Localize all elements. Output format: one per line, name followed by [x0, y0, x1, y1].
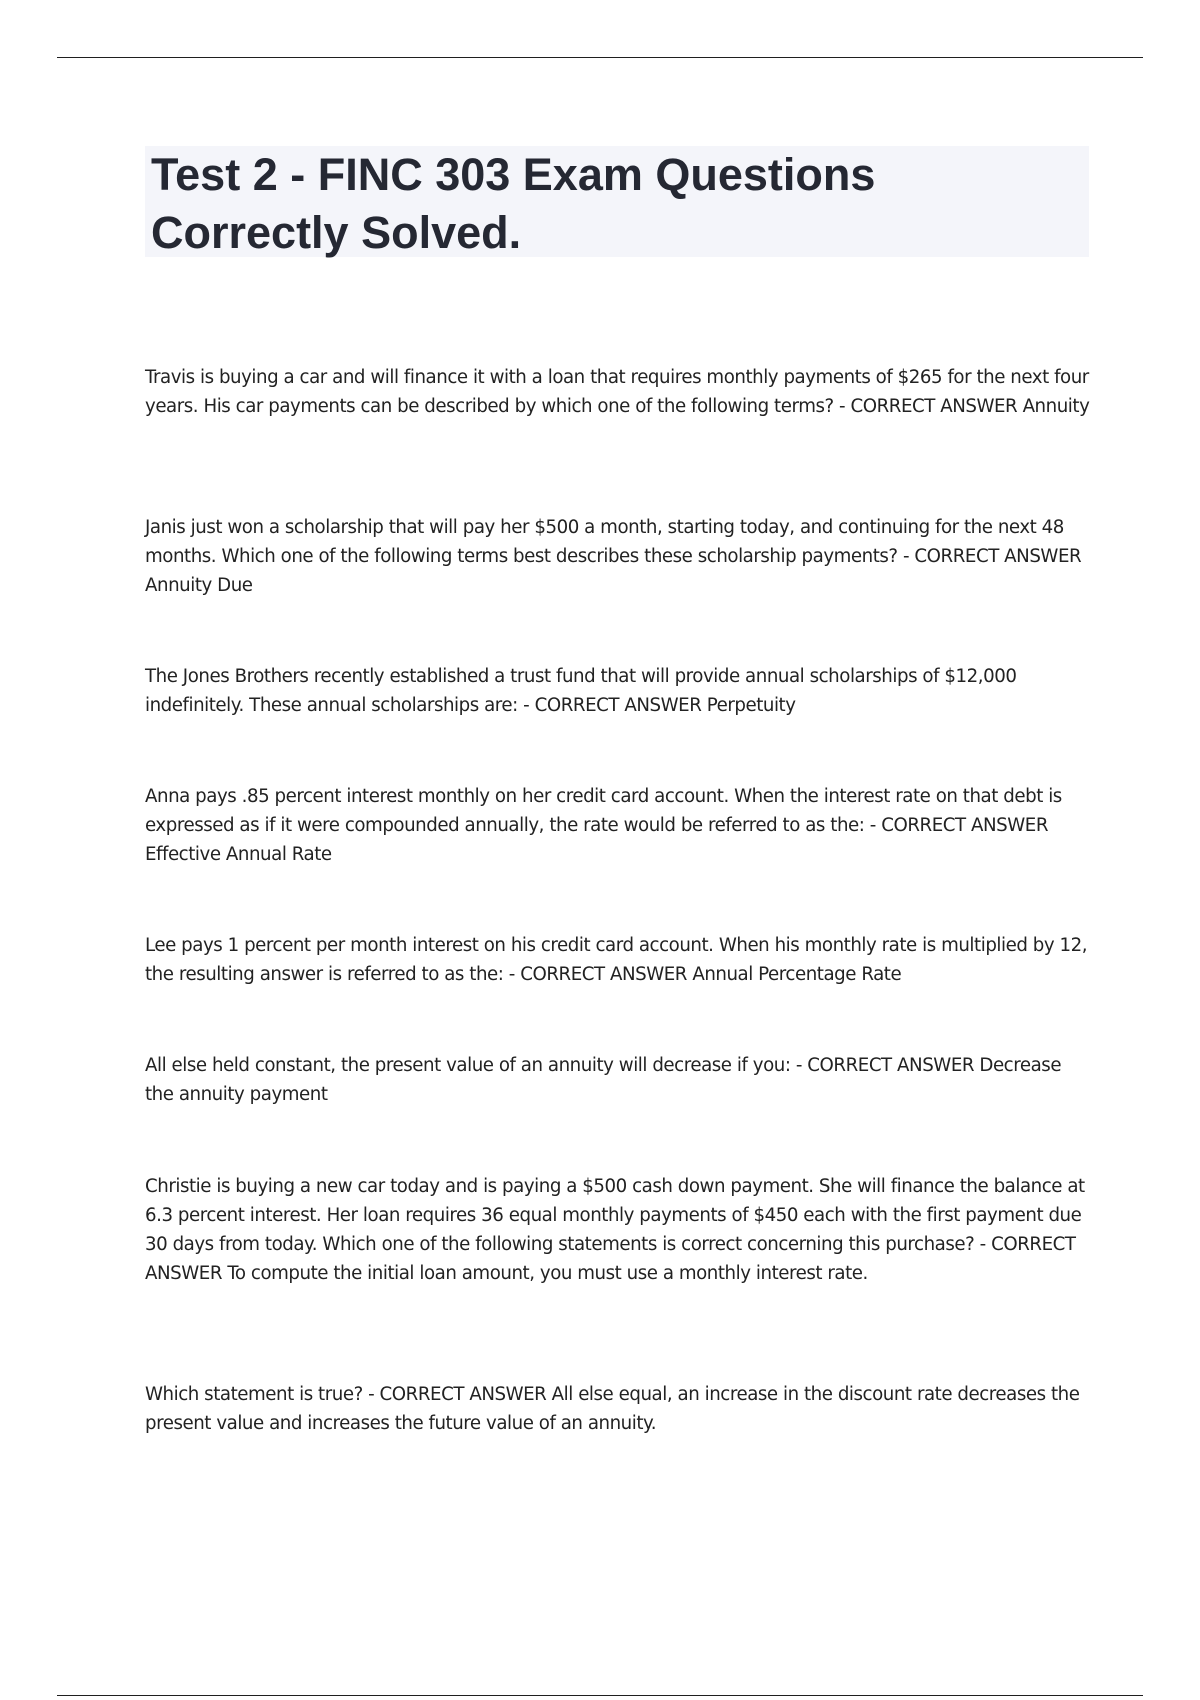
top-rule [57, 57, 1143, 58]
question-item: Travis is buying a car and will finance it with a loan that requires monthly payments of $265 for the next four years. His car payments can be described by which one of the following terms? - CORRECT ANSWER Annuity [145, 367, 1090, 418]
question-item: The Jones Brothers recently established a trust fund that will provide annual scholarships of $12,000 indefinitely. These annual scholarships are: - CORRECT ANSWER Perpetuity [145, 666, 1017, 717]
bottom-rule [57, 1695, 1143, 1696]
question-item: Janis just won a scholarship that will pay her $500 a month, starting today, and continuing for the next 48 months. Which one of the following terms best describes these scholarship payments? - CORRECT ANSWER Annuity Due [145, 517, 1082, 597]
question-item: Christie is buying a new car today and is paying a $500 cash down payment. She will finance the balance at 6.3 percent interest. Her loan requires 36 equal monthly payments of $450 each with the first payment due 30 days from today. Which one of the following statements is correct concerning this purchase? - CORRECT ANSWER To compute the initial loan amount, you must use a monthly interest rate. [145, 1176, 1085, 1285]
question-item: Lee pays 1 percent per month interest on his credit card account. When his monthly rate is multiplied by 12, the resulting answer is referred to as the: - CORRECT ANSWER Annual Percentage Rate [145, 935, 1088, 986]
question-item: Anna pays .85 percent interest monthly on her credit card account. When the interest rate on that debt is expressed as if it were compounded annually, the rate would be referred to as the: - CORRECT ANSWER Effective Annual Rate [145, 786, 1062, 866]
page-title: Test 2 - FINC 303 Exam Questions Correctly Solved. [151, 149, 876, 258]
question-item: Which statement is true? - CORRECT ANSWER All else equal, an increase in the discount rate decreases the present value and increases the future value of an annuity. [145, 1384, 1080, 1435]
question-item: All else held constant, the present value of an annuity will decrease if you: - CORRECT ANSWER Decrease the annuity payment [145, 1055, 1062, 1106]
title-banner [145, 146, 1089, 257]
